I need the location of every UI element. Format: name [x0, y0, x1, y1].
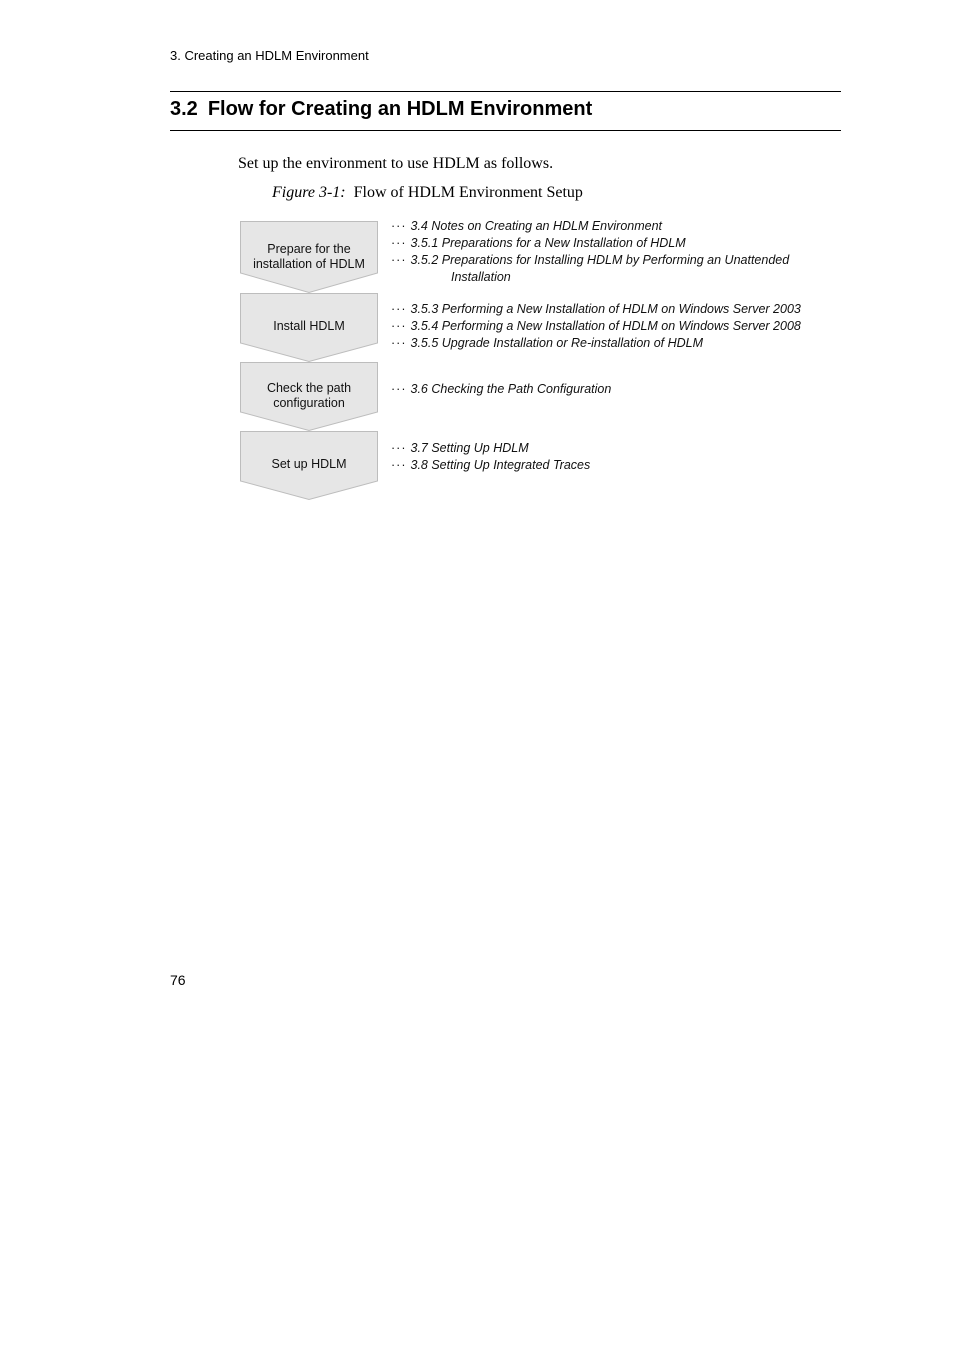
reference-item [391, 440, 590, 457]
flow-step-check-path [240, 362, 378, 431]
leader-dots: ··· [391, 219, 407, 233]
reference-item [391, 301, 801, 318]
flow-step-install [240, 293, 378, 362]
flow-step-prepare [240, 221, 378, 293]
step-label-line: Install HDLM [273, 319, 345, 333]
reference-continuation: Installation [451, 270, 511, 284]
section-rule-bottom [170, 130, 841, 131]
reference-item [391, 335, 801, 352]
reference-text: 3.5.4 Performing a New Installation of HDLM on Windows Server 2008 [410, 319, 801, 333]
section-number: 3.2 [170, 98, 198, 120]
step-references-install [391, 301, 801, 352]
reference-text: 3.5.5 Upgrade Installation or Re-installation of HDLM [410, 336, 704, 350]
reference-text: 3.5.3 Performing a New Installation of HDLM on Windows Server 2003 [410, 302, 801, 316]
running-header: 3. Creating an HDLM Environment [170, 48, 369, 63]
reference-text: 3.5.2 Preparations for Installing HDLM by Performing an Unattended [410, 253, 790, 267]
step-label-line: configuration [273, 396, 345, 410]
leader-dots: ··· [391, 441, 407, 455]
intro-paragraph: Set up the environment to use HDLM as follows. [238, 155, 554, 172]
reference-text: 3.7 Setting Up HDLM [410, 441, 529, 455]
step-label [240, 319, 378, 334]
step-label [240, 242, 378, 272]
step-references-setup [391, 440, 590, 474]
step-references-prepare [391, 218, 789, 286]
leader-dots: ··· [391, 319, 407, 333]
figure-caption [272, 184, 583, 202]
reference-text: 3.4 Notes on Creating an HDLM Environment [410, 219, 663, 233]
figure-title: Flow of HDLM Environment Setup [353, 184, 583, 201]
page-number: 76 [170, 972, 186, 988]
flow-step-setup [240, 431, 378, 500]
leader-dots: ··· [391, 253, 407, 267]
step-label [240, 457, 378, 472]
reference-item [391, 252, 789, 269]
step-label-line: Check the path [266, 381, 352, 395]
reference-item [391, 457, 590, 474]
leader-dots: ··· [391, 302, 407, 316]
reference-item [391, 218, 789, 235]
step-label-line: Set up HDLM [271, 457, 347, 471]
leader-dots: ··· [391, 236, 407, 250]
leader-dots: ··· [391, 458, 407, 472]
reference-item [391, 381, 611, 398]
section-title [170, 98, 592, 121]
reference-text: 3.8 Setting Up Integrated Traces [410, 458, 591, 472]
step-label-line: Prepare for the [267, 242, 351, 256]
reference-text: 3.6 Checking the Path Configuration [410, 382, 612, 396]
section-rule-top [170, 91, 841, 92]
leader-dots: ··· [391, 336, 407, 350]
step-label-line: installation of HDLM [253, 257, 365, 271]
leader-dots: ··· [391, 382, 407, 396]
reference-text: 3.5.1 Preparations for a New Installation of HDLM [410, 236, 686, 250]
step-references-check-path [391, 381, 611, 398]
reference-item [391, 235, 789, 252]
reference-item [391, 318, 801, 335]
section-title-text: Flow for Creating an HDLM Environment [207, 98, 593, 120]
figure-label: Figure 3-1: [272, 184, 346, 201]
step-label [240, 381, 378, 411]
